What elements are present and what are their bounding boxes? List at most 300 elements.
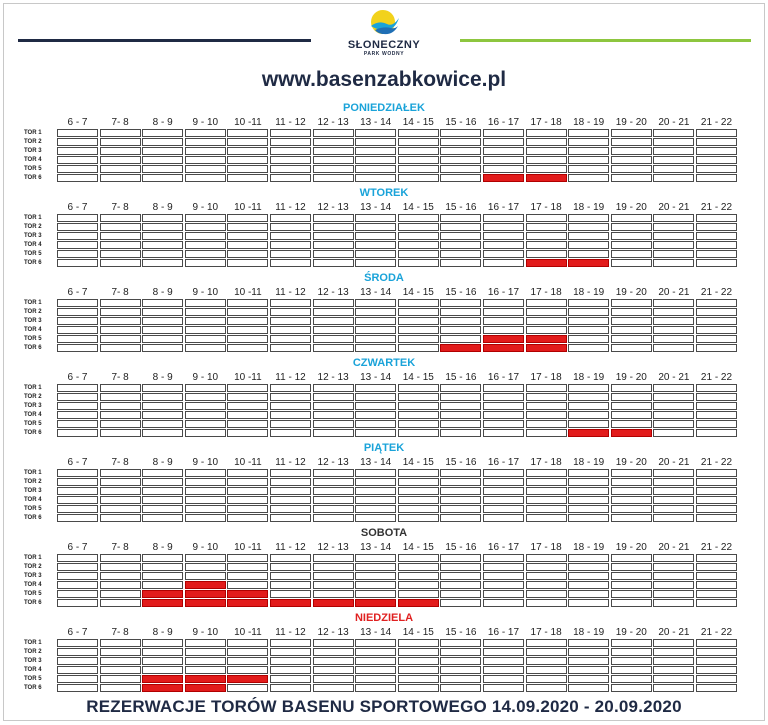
slot-free[interactable] bbox=[227, 554, 268, 562]
slot-free[interactable] bbox=[483, 469, 524, 477]
slot-free[interactable] bbox=[142, 250, 183, 258]
slot-free[interactable] bbox=[185, 147, 226, 155]
slot-free[interactable] bbox=[568, 420, 609, 428]
slot-free[interactable] bbox=[440, 214, 481, 222]
slot-booked[interactable] bbox=[440, 344, 481, 352]
slot-free[interactable] bbox=[398, 326, 439, 334]
slot-free[interactable] bbox=[398, 563, 439, 571]
slot-free[interactable] bbox=[440, 147, 481, 155]
slot-booked[interactable] bbox=[568, 429, 609, 437]
slot-free[interactable] bbox=[398, 299, 439, 307]
slot-free[interactable] bbox=[270, 335, 311, 343]
slot-free[interactable] bbox=[611, 402, 652, 410]
slot-free[interactable] bbox=[696, 563, 737, 571]
slot-free[interactable] bbox=[483, 393, 524, 401]
slot-free[interactable] bbox=[526, 317, 567, 325]
slot-free[interactable] bbox=[526, 657, 567, 665]
slot-free[interactable] bbox=[142, 259, 183, 267]
slot-free[interactable] bbox=[355, 648, 396, 656]
slot-free[interactable] bbox=[568, 165, 609, 173]
slot-free[interactable] bbox=[440, 469, 481, 477]
slot-free[interactable] bbox=[227, 344, 268, 352]
slot-free[interactable] bbox=[696, 505, 737, 513]
slot-free[interactable] bbox=[526, 241, 567, 249]
slot-free[interactable] bbox=[526, 420, 567, 428]
slot-free[interactable] bbox=[483, 138, 524, 146]
slot-free[interactable] bbox=[313, 563, 354, 571]
slot-free[interactable] bbox=[57, 487, 98, 495]
slot-free[interactable] bbox=[227, 335, 268, 343]
slot-free[interactable] bbox=[142, 496, 183, 504]
slot-free[interactable] bbox=[483, 411, 524, 419]
slot-free[interactable] bbox=[653, 599, 694, 607]
slot-free[interactable] bbox=[398, 250, 439, 258]
slot-free[interactable] bbox=[313, 174, 354, 182]
slot-free[interactable] bbox=[440, 232, 481, 240]
slot-free[interactable] bbox=[526, 129, 567, 137]
slot-free[interactable] bbox=[483, 259, 524, 267]
slot-free[interactable] bbox=[185, 299, 226, 307]
slot-free[interactable] bbox=[611, 259, 652, 267]
slot-free[interactable] bbox=[270, 563, 311, 571]
slot-booked[interactable] bbox=[398, 599, 439, 607]
slot-free[interactable] bbox=[100, 599, 141, 607]
slot-free[interactable] bbox=[313, 411, 354, 419]
slot-free[interactable] bbox=[270, 402, 311, 410]
slot-free[interactable] bbox=[568, 326, 609, 334]
slot-free[interactable] bbox=[185, 326, 226, 334]
slot-booked[interactable] bbox=[483, 344, 524, 352]
slot-free[interactable] bbox=[611, 505, 652, 513]
slot-free[interactable] bbox=[185, 138, 226, 146]
slot-free[interactable] bbox=[696, 393, 737, 401]
slot-booked[interactable] bbox=[227, 599, 268, 607]
slot-free[interactable] bbox=[355, 335, 396, 343]
slot-free[interactable] bbox=[57, 326, 98, 334]
slot-free[interactable] bbox=[611, 156, 652, 164]
slot-free[interactable] bbox=[100, 666, 141, 674]
slot-free[interactable] bbox=[440, 554, 481, 562]
slot-free[interactable] bbox=[270, 259, 311, 267]
slot-free[interactable] bbox=[398, 478, 439, 486]
slot-free[interactable] bbox=[57, 411, 98, 419]
slot-free[interactable] bbox=[483, 514, 524, 522]
slot-free[interactable] bbox=[57, 129, 98, 137]
slot-free[interactable] bbox=[57, 684, 98, 692]
slot-free[interactable] bbox=[696, 590, 737, 598]
slot-free[interactable] bbox=[696, 259, 737, 267]
slot-booked[interactable] bbox=[483, 174, 524, 182]
slot-free[interactable] bbox=[142, 487, 183, 495]
slot-free[interactable] bbox=[440, 384, 481, 392]
slot-free[interactable] bbox=[440, 496, 481, 504]
slot-free[interactable] bbox=[313, 344, 354, 352]
slot-free[interactable] bbox=[57, 675, 98, 683]
slot-free[interactable] bbox=[227, 514, 268, 522]
slot-free[interactable] bbox=[568, 599, 609, 607]
slot-free[interactable] bbox=[653, 648, 694, 656]
slot-free[interactable] bbox=[440, 429, 481, 437]
slot-free[interactable] bbox=[185, 648, 226, 656]
slot-free[interactable] bbox=[270, 581, 311, 589]
slot-free[interactable] bbox=[355, 326, 396, 334]
slot-free[interactable] bbox=[227, 657, 268, 665]
slot-booked[interactable] bbox=[483, 335, 524, 343]
slot-free[interactable] bbox=[568, 590, 609, 598]
slot-free[interactable] bbox=[696, 214, 737, 222]
slot-free[interactable] bbox=[483, 241, 524, 249]
slot-free[interactable] bbox=[611, 241, 652, 249]
slot-free[interactable] bbox=[398, 156, 439, 164]
slot-free[interactable] bbox=[227, 648, 268, 656]
slot-free[interactable] bbox=[227, 411, 268, 419]
slot-free[interactable] bbox=[696, 384, 737, 392]
slot-free[interactable] bbox=[142, 563, 183, 571]
slot-free[interactable] bbox=[568, 250, 609, 258]
slot-free[interactable] bbox=[653, 675, 694, 683]
slot-free[interactable] bbox=[57, 599, 98, 607]
slot-free[interactable] bbox=[142, 156, 183, 164]
slot-free[interactable] bbox=[398, 147, 439, 155]
slot-free[interactable] bbox=[185, 554, 226, 562]
slot-free[interactable] bbox=[142, 344, 183, 352]
slot-free[interactable] bbox=[142, 223, 183, 231]
website-url[interactable]: www.basenzabkowice.pl bbox=[261, 68, 507, 91]
slot-free[interactable] bbox=[398, 241, 439, 249]
slot-free[interactable] bbox=[100, 335, 141, 343]
slot-free[interactable] bbox=[568, 335, 609, 343]
slot-free[interactable] bbox=[313, 214, 354, 222]
slot-free[interactable] bbox=[185, 232, 226, 240]
slot-free[interactable] bbox=[483, 675, 524, 683]
slot-free[interactable] bbox=[57, 344, 98, 352]
slot-free[interactable] bbox=[100, 250, 141, 258]
slot-free[interactable] bbox=[568, 411, 609, 419]
slot-free[interactable] bbox=[653, 214, 694, 222]
slot-free[interactable] bbox=[611, 563, 652, 571]
slot-free[interactable] bbox=[398, 335, 439, 343]
slot-free[interactable] bbox=[270, 308, 311, 316]
slot-free[interactable] bbox=[270, 165, 311, 173]
slot-free[interactable] bbox=[313, 384, 354, 392]
slot-free[interactable] bbox=[227, 469, 268, 477]
slot-free[interactable] bbox=[100, 344, 141, 352]
slot-free[interactable] bbox=[57, 469, 98, 477]
slot-free[interactable] bbox=[142, 147, 183, 155]
slot-free[interactable] bbox=[526, 411, 567, 419]
slot-free[interactable] bbox=[142, 657, 183, 665]
slot-free[interactable] bbox=[440, 666, 481, 674]
slot-free[interactable] bbox=[440, 514, 481, 522]
slot-free[interactable] bbox=[142, 326, 183, 334]
slot-free[interactable] bbox=[483, 581, 524, 589]
slot-free[interactable] bbox=[653, 411, 694, 419]
slot-free[interactable] bbox=[398, 487, 439, 495]
slot-free[interactable] bbox=[142, 299, 183, 307]
slot-free[interactable] bbox=[526, 648, 567, 656]
slot-free[interactable] bbox=[270, 299, 311, 307]
slot-free[interactable] bbox=[57, 478, 98, 486]
slot-free[interactable] bbox=[270, 326, 311, 334]
slot-free[interactable] bbox=[142, 429, 183, 437]
slot-free[interactable] bbox=[653, 138, 694, 146]
slot-free[interactable] bbox=[57, 156, 98, 164]
slot-free[interactable] bbox=[313, 138, 354, 146]
slot-free[interactable] bbox=[142, 420, 183, 428]
slot-free[interactable] bbox=[355, 147, 396, 155]
slot-free[interactable] bbox=[270, 657, 311, 665]
slot-free[interactable] bbox=[440, 393, 481, 401]
slot-free[interactable] bbox=[696, 581, 737, 589]
slot-free[interactable] bbox=[611, 138, 652, 146]
slot-free[interactable] bbox=[483, 308, 524, 316]
slot-free[interactable] bbox=[526, 232, 567, 240]
slot-free[interactable] bbox=[355, 666, 396, 674]
slot-free[interactable] bbox=[611, 590, 652, 598]
slot-free[interactable] bbox=[313, 420, 354, 428]
slot-free[interactable] bbox=[313, 393, 354, 401]
slot-free[interactable] bbox=[227, 581, 268, 589]
slot-free[interactable] bbox=[355, 675, 396, 683]
slot-free[interactable] bbox=[313, 259, 354, 267]
slot-booked[interactable] bbox=[526, 174, 567, 182]
slot-free[interactable] bbox=[270, 666, 311, 674]
slot-free[interactable] bbox=[653, 308, 694, 316]
slot-free[interactable] bbox=[100, 299, 141, 307]
slot-free[interactable] bbox=[270, 232, 311, 240]
slot-free[interactable] bbox=[227, 420, 268, 428]
slot-free[interactable] bbox=[568, 657, 609, 665]
slot-free[interactable] bbox=[355, 572, 396, 580]
slot-free[interactable] bbox=[100, 487, 141, 495]
slot-free[interactable] bbox=[355, 402, 396, 410]
slot-free[interactable] bbox=[526, 675, 567, 683]
slot-free[interactable] bbox=[185, 344, 226, 352]
slot-free[interactable] bbox=[611, 174, 652, 182]
slot-free[interactable] bbox=[568, 478, 609, 486]
slot-free[interactable] bbox=[653, 429, 694, 437]
slot-free[interactable] bbox=[440, 639, 481, 647]
slot-free[interactable] bbox=[57, 420, 98, 428]
slot-free[interactable] bbox=[142, 317, 183, 325]
slot-free[interactable] bbox=[653, 129, 694, 137]
slot-free[interactable] bbox=[227, 684, 268, 692]
slot-free[interactable] bbox=[227, 639, 268, 647]
slot-free[interactable] bbox=[696, 402, 737, 410]
slot-free[interactable] bbox=[526, 147, 567, 155]
slot-free[interactable] bbox=[398, 684, 439, 692]
slot-free[interactable] bbox=[568, 156, 609, 164]
slot-free[interactable] bbox=[100, 384, 141, 392]
slot-free[interactable] bbox=[653, 232, 694, 240]
slot-free[interactable] bbox=[568, 648, 609, 656]
slot-free[interactable] bbox=[57, 299, 98, 307]
slot-free[interactable] bbox=[398, 420, 439, 428]
slot-free[interactable] bbox=[142, 138, 183, 146]
slot-free[interactable] bbox=[696, 156, 737, 164]
slot-free[interactable] bbox=[227, 384, 268, 392]
slot-free[interactable] bbox=[483, 429, 524, 437]
slot-free[interactable] bbox=[185, 469, 226, 477]
slot-free[interactable] bbox=[355, 487, 396, 495]
slot-booked[interactable] bbox=[568, 259, 609, 267]
slot-free[interactable] bbox=[611, 147, 652, 155]
slot-free[interactable] bbox=[227, 259, 268, 267]
slot-free[interactable] bbox=[653, 241, 694, 249]
slot-free[interactable] bbox=[653, 402, 694, 410]
slot-free[interactable] bbox=[313, 326, 354, 334]
slot-free[interactable] bbox=[653, 384, 694, 392]
slot-free[interactable] bbox=[355, 232, 396, 240]
slot-free[interactable] bbox=[270, 420, 311, 428]
slot-free[interactable] bbox=[611, 308, 652, 316]
slot-free[interactable] bbox=[653, 420, 694, 428]
slot-free[interactable] bbox=[100, 572, 141, 580]
slot-free[interactable] bbox=[526, 308, 567, 316]
slot-free[interactable] bbox=[57, 572, 98, 580]
slot-free[interactable] bbox=[568, 487, 609, 495]
slot-free[interactable] bbox=[185, 505, 226, 513]
slot-free[interactable] bbox=[227, 299, 268, 307]
slot-free[interactable] bbox=[568, 572, 609, 580]
slot-free[interactable] bbox=[440, 241, 481, 249]
slot-free[interactable] bbox=[398, 554, 439, 562]
slot-free[interactable] bbox=[398, 581, 439, 589]
slot-free[interactable] bbox=[313, 478, 354, 486]
slot-free[interactable] bbox=[483, 554, 524, 562]
slot-free[interactable] bbox=[526, 554, 567, 562]
slot-free[interactable] bbox=[313, 147, 354, 155]
slot-free[interactable] bbox=[440, 138, 481, 146]
slot-free[interactable] bbox=[398, 393, 439, 401]
slot-free[interactable] bbox=[57, 563, 98, 571]
slot-free[interactable] bbox=[653, 581, 694, 589]
slot-free[interactable] bbox=[185, 420, 226, 428]
slot-free[interactable] bbox=[440, 572, 481, 580]
slot-free[interactable] bbox=[270, 590, 311, 598]
slot-free[interactable] bbox=[142, 572, 183, 580]
slot-free[interactable] bbox=[57, 232, 98, 240]
slot-free[interactable] bbox=[483, 214, 524, 222]
slot-free[interactable] bbox=[696, 514, 737, 522]
slot-free[interactable] bbox=[398, 402, 439, 410]
slot-free[interactable] bbox=[270, 214, 311, 222]
slot-free[interactable] bbox=[611, 393, 652, 401]
slot-free[interactable] bbox=[100, 420, 141, 428]
slot-free[interactable] bbox=[526, 469, 567, 477]
slot-free[interactable] bbox=[270, 317, 311, 325]
slot-free[interactable] bbox=[398, 308, 439, 316]
slot-free[interactable] bbox=[526, 599, 567, 607]
slot-free[interactable] bbox=[568, 174, 609, 182]
slot-free[interactable] bbox=[483, 599, 524, 607]
slot-free[interactable] bbox=[568, 563, 609, 571]
slot-free[interactable] bbox=[440, 684, 481, 692]
slot-free[interactable] bbox=[483, 326, 524, 334]
slot-free[interactable] bbox=[227, 429, 268, 437]
slot-free[interactable] bbox=[227, 496, 268, 504]
slot-booked[interactable] bbox=[185, 581, 226, 589]
slot-free[interactable] bbox=[653, 147, 694, 155]
slot-free[interactable] bbox=[227, 478, 268, 486]
slot-free[interactable] bbox=[100, 684, 141, 692]
slot-free[interactable] bbox=[440, 308, 481, 316]
slot-free[interactable] bbox=[696, 138, 737, 146]
slot-free[interactable] bbox=[270, 487, 311, 495]
slot-free[interactable] bbox=[355, 590, 396, 598]
slot-free[interactable] bbox=[227, 402, 268, 410]
slot-free[interactable] bbox=[653, 639, 694, 647]
slot-free[interactable] bbox=[355, 174, 396, 182]
slot-free[interactable] bbox=[313, 572, 354, 580]
slot-free[interactable] bbox=[653, 335, 694, 343]
slot-free[interactable] bbox=[440, 648, 481, 656]
slot-free[interactable] bbox=[653, 223, 694, 231]
slot-free[interactable] bbox=[653, 514, 694, 522]
slot-free[interactable] bbox=[100, 241, 141, 249]
slot-free[interactable] bbox=[185, 487, 226, 495]
slot-free[interactable] bbox=[568, 496, 609, 504]
slot-free[interactable] bbox=[270, 411, 311, 419]
slot-free[interactable] bbox=[611, 214, 652, 222]
slot-free[interactable] bbox=[440, 174, 481, 182]
slot-free[interactable] bbox=[568, 514, 609, 522]
slot-free[interactable] bbox=[653, 666, 694, 674]
slot-free[interactable] bbox=[185, 393, 226, 401]
slot-free[interactable] bbox=[355, 165, 396, 173]
slot-free[interactable] bbox=[611, 554, 652, 562]
slot-booked[interactable] bbox=[185, 590, 226, 598]
slot-free[interactable] bbox=[313, 675, 354, 683]
slot-free[interactable] bbox=[355, 469, 396, 477]
slot-free[interactable] bbox=[398, 496, 439, 504]
slot-booked[interactable] bbox=[185, 675, 226, 683]
slot-free[interactable] bbox=[568, 214, 609, 222]
slot-free[interactable] bbox=[355, 657, 396, 665]
slot-free[interactable] bbox=[568, 684, 609, 692]
slot-free[interactable] bbox=[355, 563, 396, 571]
slot-free[interactable] bbox=[611, 675, 652, 683]
slot-free[interactable] bbox=[355, 496, 396, 504]
slot-free[interactable] bbox=[227, 308, 268, 316]
slot-free[interactable] bbox=[526, 505, 567, 513]
slot-free[interactable] bbox=[398, 214, 439, 222]
slot-free[interactable] bbox=[185, 250, 226, 258]
slot-free[interactable] bbox=[696, 299, 737, 307]
slot-free[interactable] bbox=[142, 308, 183, 316]
slot-free[interactable] bbox=[185, 241, 226, 249]
slot-free[interactable] bbox=[526, 590, 567, 598]
slot-free[interactable] bbox=[100, 138, 141, 146]
slot-free[interactable] bbox=[313, 684, 354, 692]
slot-free[interactable] bbox=[57, 308, 98, 316]
slot-free[interactable] bbox=[270, 684, 311, 692]
slot-free[interactable] bbox=[270, 174, 311, 182]
slot-free[interactable] bbox=[355, 478, 396, 486]
slot-free[interactable] bbox=[483, 232, 524, 240]
slot-free[interactable] bbox=[568, 232, 609, 240]
slot-free[interactable] bbox=[185, 384, 226, 392]
slot-free[interactable] bbox=[696, 241, 737, 249]
slot-free[interactable] bbox=[526, 250, 567, 258]
slot-booked[interactable] bbox=[355, 599, 396, 607]
slot-free[interactable] bbox=[227, 572, 268, 580]
slot-free[interactable] bbox=[526, 165, 567, 173]
slot-free[interactable] bbox=[185, 402, 226, 410]
slot-free[interactable] bbox=[526, 156, 567, 164]
slot-free[interactable] bbox=[398, 572, 439, 580]
slot-free[interactable] bbox=[142, 581, 183, 589]
